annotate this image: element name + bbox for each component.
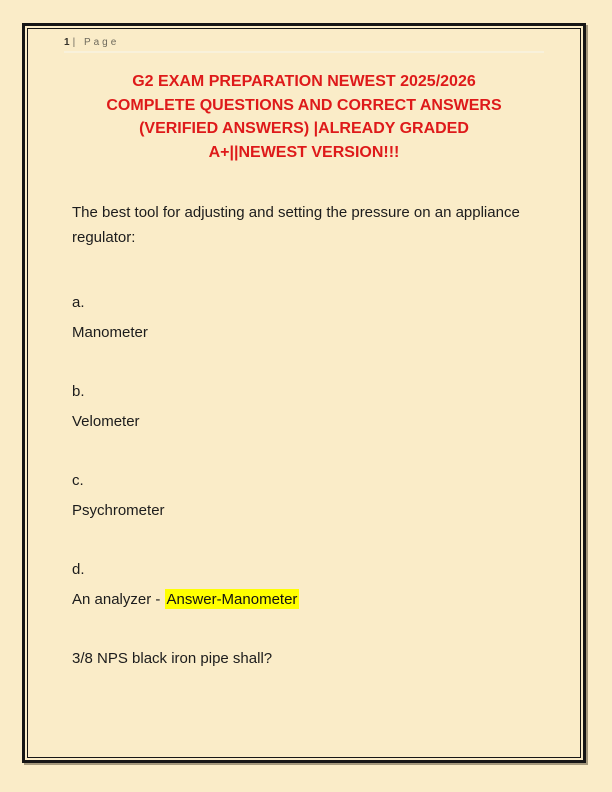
option-c-text: Psychrometer (72, 502, 165, 519)
title-line-1: G2 EXAM PREPARATION NEWEST 2025/2026 (132, 73, 476, 90)
question-text: The best tool for adjusting and setting the pressure on an appliance regulator: (72, 204, 520, 246)
option-c-letter: c. (72, 472, 84, 489)
title-line-2: COMPLETE QUESTIONS AND CORRECT ANSWERS (106, 96, 502, 114)
page-number-label: | Page (72, 37, 120, 48)
option-b-text: Velometer (72, 413, 140, 430)
option-a-letter: a. (72, 294, 85, 311)
option-b-letter: b. (72, 383, 85, 400)
title-line-3: (VERIFIED ANSWERS) |ALREADY GRADED (139, 120, 469, 137)
option-d-text (72, 587, 544, 612)
option-d-prefix: An analyzer - (72, 591, 165, 608)
page-content (28, 29, 580, 757)
page-header (64, 37, 544, 53)
next-question-text: 3/8 NPS black iron pipe shall? (72, 650, 273, 667)
option-a-text: Manometer (72, 324, 148, 341)
answer-highlight: Answer-Manometer (166, 591, 298, 608)
header-rule (64, 51, 544, 53)
option-d-letter: d. (72, 561, 85, 578)
title-line-4: A+||NEWEST VERSION!!! (208, 143, 400, 161)
page-border-frame (22, 23, 586, 763)
question-block (64, 200, 544, 671)
page-number: 1 (64, 37, 70, 48)
document-title (64, 70, 544, 164)
page-border-inner-line (27, 28, 581, 758)
